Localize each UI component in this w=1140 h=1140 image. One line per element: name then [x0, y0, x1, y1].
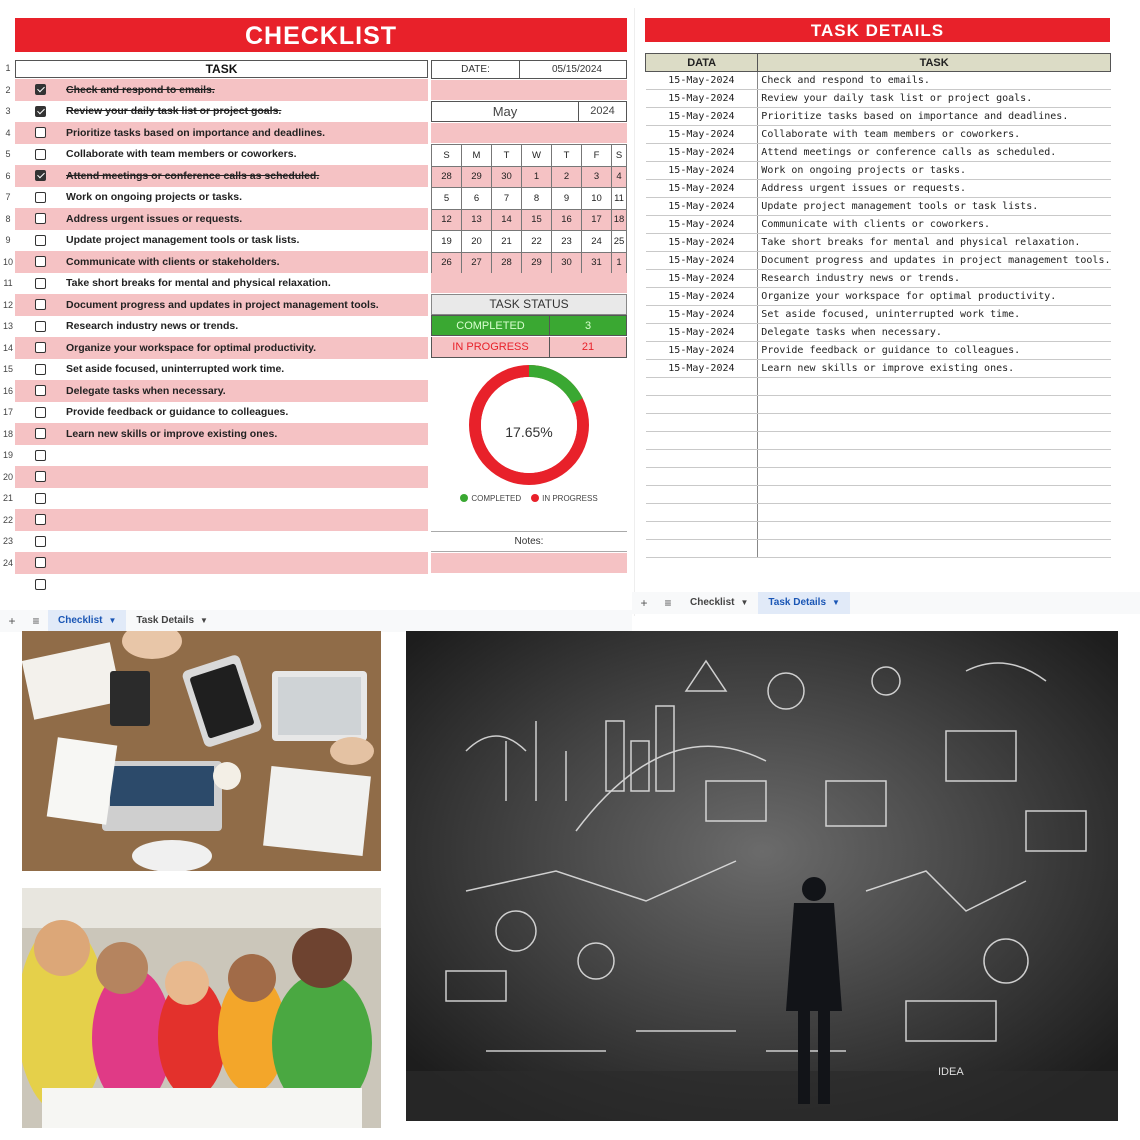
task-cell[interactable]: Research industry news or trends. [758, 270, 1111, 288]
checklist-title: CHECKLIST [15, 18, 627, 52]
all-sheets-menu-icon[interactable]: ≡ [32, 614, 40, 628]
task-cell[interactable]: Learn new skills or improve existing ones. [758, 360, 1111, 378]
row-number[interactable]: 4 [5, 127, 11, 138]
row-number[interactable]: 22 [2, 514, 13, 525]
weekday-label: S [432, 145, 462, 167]
photo-chalkboard-businessman [406, 631, 1118, 1121]
task-details-title: TASK DETAILS [645, 18, 1110, 42]
weekday-label: M [462, 145, 492, 167]
calendar-day[interactable]: 30 [552, 252, 582, 274]
calendar-day[interactable]: 17 [582, 209, 612, 231]
table-row [646, 126, 1111, 144]
date-label: DATE: [432, 61, 520, 78]
calendar-week-row [432, 188, 627, 210]
add-sheet-icon[interactable]: + [640, 596, 648, 610]
task-text[interactable]: Take short breaks for mental and physical relaxation. [66, 277, 331, 290]
table-row [646, 306, 1111, 324]
all-sheets-menu-icon[interactable]: ≡ [664, 596, 672, 610]
completed-count: 3 [584, 320, 592, 332]
calendar-day[interactable]: 11 [612, 188, 627, 210]
unchecked-checkbox[interactable] [35, 149, 46, 160]
calendar-day[interactable]: 19 [432, 231, 462, 253]
row-number[interactable]: 10 [2, 256, 13, 267]
row-number[interactable]: 17 [2, 407, 13, 417]
task-row [15, 79, 428, 101]
task-cell[interactable]: Review your daily task list or project goals. [758, 90, 1111, 108]
calendar-day[interactable]: 25 [612, 231, 627, 253]
task-text[interactable]: Learn new skills or improve existing ones. [66, 427, 278, 440]
table-row [646, 504, 1111, 522]
red-dot-icon [531, 494, 539, 502]
calendar-day[interactable]: 12 [432, 209, 462, 231]
task-cell[interactable]: Document progress and updates in project management tools. [758, 252, 1111, 270]
tab-caret-icon: ▼ [108, 616, 117, 625]
calendar-day[interactable]: 1 [522, 166, 552, 188]
task-text[interactable]: Document progress and updates in project management tools. [66, 298, 379, 311]
task-text[interactable]: Prioritize tasks based on importance and deadlines. [66, 126, 326, 139]
row-number[interactable]: 20 [2, 471, 13, 482]
calendar-day[interactable]: 22 [522, 231, 552, 253]
calendar-day[interactable]: 31 [582, 252, 612, 274]
chart-legend [431, 494, 627, 503]
table-row [646, 90, 1111, 108]
task-cell[interactable] [758, 504, 1111, 522]
tab-checklist[interactable]: Checklist ▼ [690, 597, 749, 608]
notes-label: Notes: [431, 531, 627, 552]
task-text[interactable]: Delegate tasks when necessary. [66, 384, 226, 397]
weekday-label: F [582, 145, 612, 167]
date-cell[interactable]: 15-May-2024 [646, 90, 758, 108]
unchecked-checkbox[interactable] [35, 278, 46, 289]
row-number[interactable]: 6 [5, 170, 11, 181]
table-row [646, 396, 1111, 414]
month-value[interactable]: May [432, 102, 579, 121]
date-cell[interactable]: 15-May-2024 [646, 234, 758, 252]
date-cell[interactable] [646, 396, 758, 414]
task-row [15, 488, 428, 510]
task-details-table [645, 53, 1111, 558]
year-value[interactable]: 2024 [590, 105, 615, 117]
date-cell[interactable]: 15-May-2024 [646, 252, 758, 270]
row-number[interactable]: 19 [2, 450, 13, 460]
unchecked-checkbox[interactable] [35, 385, 46, 396]
date-cell[interactable]: 15-May-2024 [646, 162, 758, 180]
task-row [15, 316, 428, 338]
task-row [15, 402, 428, 424]
row-number[interactable]: 13 [2, 321, 13, 331]
row-number[interactable]: 16 [2, 385, 13, 396]
task-text[interactable]: Address urgent issues or requests. [66, 212, 243, 225]
row-number[interactable]: 1 [5, 63, 11, 73]
row-number[interactable]: 15 [2, 364, 13, 374]
date-cell[interactable]: 15-May-2024 [646, 144, 758, 162]
table-row [646, 216, 1111, 234]
weekday-label: T [552, 145, 582, 167]
date-cell[interactable]: 15-May-2024 [646, 198, 758, 216]
row-number[interactable]: 14 [2, 342, 13, 353]
calendar-today[interactable]: 15 [522, 209, 552, 231]
task-cell[interactable]: Take short breaks for mental and physical relaxation. [758, 234, 1111, 252]
row-number[interactable]: 3 [5, 106, 11, 116]
photo-team-desk [22, 631, 381, 871]
task-row [15, 423, 428, 445]
date-value[interactable]: 05/15/2024 [551, 64, 602, 75]
calendar-day[interactable]: 20 [462, 231, 492, 253]
task-cell[interactable]: Collaborate with team members or coworkers. [758, 126, 1111, 144]
date-cell[interactable]: 15-May-2024 [646, 126, 758, 144]
tab-caret-icon: ▼ [832, 598, 840, 607]
task-text[interactable]: Collaborate with team members or coworkers. [66, 148, 297, 161]
row-number[interactable]: 18 [2, 428, 13, 439]
calendar-day[interactable]: 28 [492, 252, 522, 274]
task-status-title: TASK STATUS [431, 294, 627, 315]
column-header-data[interactable]: DATA [646, 54, 758, 72]
task-cell[interactable] [758, 486, 1111, 504]
weekday-label: T [492, 145, 522, 167]
legend-in-progress: IN PROGRESS [531, 494, 598, 503]
table-row [646, 414, 1111, 432]
table-row [646, 432, 1111, 450]
date-cell[interactable]: 15-May-2024 [646, 288, 758, 306]
table-row [646, 270, 1111, 288]
calendar-day[interactable]: 9 [552, 188, 582, 210]
checklist-sheet-tabs [0, 610, 632, 632]
task-text[interactable]: Communicate with clients or stakeholders. [66, 255, 280, 268]
task-cell[interactable]: Attend meetings or conference calls as scheduled. [758, 144, 1111, 162]
table-row [646, 144, 1111, 162]
calendar-day[interactable]: 29 [462, 166, 492, 188]
table-row [646, 288, 1111, 306]
task-cell[interactable]: Check and respond to emails. [758, 72, 1111, 90]
calendar-day[interactable]: 8 [522, 188, 552, 210]
task-cell[interactable] [758, 468, 1111, 486]
unchecked-checkbox[interactable] [35, 364, 46, 375]
task-cell[interactable]: Provide feedback or guidance to colleagues. [758, 342, 1111, 360]
completion-percent: 17.65% [505, 424, 553, 440]
task-cell[interactable] [758, 378, 1111, 396]
task-row [15, 337, 428, 359]
unchecked-checkbox[interactable] [35, 450, 46, 461]
unchecked-checkbox[interactable] [35, 493, 46, 504]
mini-calendar [431, 144, 627, 274]
calendar-day[interactable]: 24 [582, 231, 612, 253]
row-number[interactable]: 5 [5, 149, 11, 159]
task-cell[interactable]: Update project management tools or task lists. [758, 198, 1111, 216]
task-row [15, 144, 428, 166]
date-cell[interactable] [646, 504, 758, 522]
calendar-day[interactable]: 21 [492, 231, 522, 253]
in-progress-row [431, 337, 627, 358]
task-text[interactable]: Work on ongoing projects or tasks. [66, 191, 242, 204]
calendar-day[interactable]: 5 [432, 188, 462, 210]
row-number[interactable]: 11 [3, 278, 13, 288]
calendar-week-row [432, 231, 627, 253]
unchecked-checkbox[interactable] [35, 213, 46, 224]
in-progress-count: 21 [581, 341, 595, 353]
unchecked-checkbox[interactable] [35, 471, 46, 482]
task-row [15, 294, 428, 316]
unchecked-checkbox[interactable] [35, 579, 46, 590]
unchecked-checkbox[interactable] [35, 407, 46, 418]
table-row [646, 252, 1111, 270]
spacer-row [431, 123, 627, 143]
row-number[interactable]: 7 [5, 192, 11, 202]
unchecked-checkbox[interactable] [35, 299, 46, 310]
date-cell[interactable]: 15-May-2024 [646, 324, 758, 342]
row-number[interactable]: 24 [2, 557, 13, 568]
task-text[interactable]: Attend meetings or conference calls as scheduled. [66, 169, 320, 182]
row-number[interactable]: 8 [5, 213, 11, 224]
table-row [646, 360, 1111, 378]
calendar-day[interactable]: 28 [432, 166, 462, 188]
spacer-row [431, 509, 627, 529]
table-row [646, 450, 1111, 468]
row-number[interactable]: 2 [5, 84, 11, 95]
spacer-row [431, 80, 627, 100]
task-text[interactable]: Check and respond to emails. [66, 83, 215, 96]
task-text[interactable]: Update project management tools or task lists. [66, 234, 300, 247]
calendar-day[interactable]: 7 [492, 188, 522, 210]
calendar-day[interactable]: 13 [462, 209, 492, 231]
unchecked-checkbox[interactable] [35, 192, 46, 203]
calendar-day[interactable]: 16 [552, 209, 582, 231]
task-column-header: TASK [15, 60, 428, 78]
task-row [15, 466, 428, 488]
task-row [15, 359, 428, 381]
row-number[interactable]: 12 [2, 299, 13, 310]
calendar-day[interactable]: 18 [612, 209, 627, 231]
task-row [15, 208, 428, 230]
task-text[interactable]: Review your daily task list or project goals. [66, 105, 282, 118]
table-row [646, 162, 1111, 180]
unchecked-checkbox[interactable] [35, 557, 46, 568]
calendar-day[interactable]: 23 [552, 231, 582, 253]
date-cell[interactable] [646, 522, 758, 540]
row-number[interactable]: 9 [5, 235, 11, 245]
unchecked-checkbox[interactable] [35, 514, 46, 525]
task-cell[interactable]: Set aside focused, uninterrupted work time. [758, 306, 1111, 324]
unchecked-checkbox[interactable] [35, 127, 46, 138]
calendar-day[interactable]: 4 [612, 166, 627, 188]
row-number[interactable]: 23 [2, 536, 13, 546]
tab-caret-icon: ▼ [200, 616, 208, 625]
task-row [15, 509, 428, 531]
task-row [15, 531, 428, 553]
task-row [15, 445, 428, 467]
table-row [646, 198, 1111, 216]
date-cell[interactable] [646, 540, 758, 558]
unchecked-checkbox[interactable] [35, 235, 46, 246]
task-row [15, 165, 428, 187]
calendar-day[interactable]: 2 [552, 166, 582, 188]
task-text[interactable]: Set aside focused, uninterrupted work time. [66, 363, 285, 376]
task-cell[interactable] [758, 432, 1111, 450]
task-row [15, 187, 428, 209]
spacer-row [431, 273, 627, 293]
task-row [15, 552, 428, 574]
date-cell[interactable]: 15-May-2024 [646, 72, 758, 90]
calendar-week-row [432, 209, 627, 231]
photo-students-group [22, 888, 381, 1128]
legend-completed: COMPLETED [460, 494, 521, 503]
date-cell[interactable]: 15-May-2024 [646, 216, 758, 234]
date-cell[interactable]: 15-May-2024 [646, 306, 758, 324]
unchecked-checkbox[interactable] [35, 321, 46, 332]
task-cell[interactable]: Delegate tasks when necessary. [758, 324, 1111, 342]
date-cell[interactable] [646, 378, 758, 396]
date-cell[interactable] [646, 414, 758, 432]
table-row [646, 468, 1111, 486]
calendar-weekday-row [432, 145, 627, 167]
table-row [646, 108, 1111, 126]
task-row [15, 101, 428, 123]
table-row [646, 342, 1111, 360]
add-sheet-icon[interactable]: + [8, 614, 16, 628]
task-cell[interactable] [758, 540, 1111, 558]
checked-checkbox[interactable] [35, 170, 46, 181]
date-cell[interactable]: 15-May-2024 [646, 180, 758, 198]
calendar-week-row [432, 252, 627, 274]
weekday-label: S [612, 145, 627, 167]
weekday-label: W [522, 145, 552, 167]
task-row [15, 380, 428, 402]
calendar-day[interactable]: 3 [582, 166, 612, 188]
task-cell[interactable]: Address urgent issues or requests. [758, 180, 1111, 198]
task-cell[interactable]: Organize your workspace for optimal productivity. [758, 288, 1111, 306]
date-cell[interactable] [646, 432, 758, 450]
task-text[interactable]: Research industry news or trends. [66, 320, 239, 333]
date-cell[interactable] [646, 450, 758, 468]
checked-checkbox[interactable] [35, 106, 46, 117]
task-row [15, 273, 428, 295]
task-details-sheet-tabs [632, 592, 1140, 614]
calendar-day[interactable]: 27 [462, 252, 492, 274]
task-list [15, 79, 428, 595]
task-row [15, 230, 428, 252]
task-cell[interactable]: Communicate with clients or coworkers. [758, 216, 1111, 234]
tab-task-details[interactable]: Task Details ▼ [136, 615, 208, 626]
task-cell[interactable] [758, 396, 1111, 414]
tab-caret-icon: ▼ [740, 598, 749, 607]
green-dot-icon [460, 494, 468, 502]
calendar-day[interactable]: 30 [492, 166, 522, 188]
date-cell[interactable]: 15-May-2024 [646, 342, 758, 360]
completed-row [431, 315, 627, 336]
task-cell[interactable] [758, 414, 1111, 432]
task-cell[interactable] [758, 450, 1111, 468]
task-row [15, 251, 428, 273]
row-number[interactable]: 21 [2, 493, 13, 503]
month-year-box [431, 101, 627, 122]
unchecked-checkbox[interactable] [35, 256, 46, 267]
row-number-gutter [0, 58, 16, 574]
unchecked-checkbox[interactable] [35, 536, 46, 547]
notes-field[interactable] [431, 553, 627, 573]
calendar-day[interactable]: 6 [462, 188, 492, 210]
checked-checkbox[interactable] [35, 84, 46, 95]
completed-label: COMPLETED [432, 316, 550, 335]
tab-task-details[interactable]: Task Details ▼ [758, 592, 850, 614]
task-cell[interactable] [758, 522, 1111, 540]
calendar-day[interactable]: 1 [612, 252, 627, 274]
calendar-day[interactable]: 10 [582, 188, 612, 210]
calendar-day[interactable]: 29 [522, 252, 552, 274]
table-row [646, 522, 1111, 540]
task-row [15, 574, 428, 596]
task-cell[interactable]: Prioritize tasks based on importance and deadlines. [758, 108, 1111, 126]
task-cell[interactable]: Work on ongoing projects or tasks. [758, 162, 1111, 180]
calendar-week-row [432, 166, 627, 188]
date-cell[interactable]: 15-May-2024 [646, 360, 758, 378]
date-cell[interactable] [646, 486, 758, 504]
date-box [431, 60, 627, 79]
date-cell[interactable] [646, 468, 758, 486]
task-row [15, 122, 428, 144]
unchecked-checkbox[interactable] [35, 342, 46, 353]
task-text[interactable]: Provide feedback or guidance to colleagues. [66, 406, 289, 419]
task-text[interactable]: Organize your workspace for optimal productivity. [66, 341, 317, 354]
unchecked-checkbox[interactable] [35, 428, 46, 439]
table-row [646, 234, 1111, 252]
tab-checklist[interactable]: Checklist ▼ [48, 610, 126, 632]
table-row [646, 180, 1111, 198]
board-word-idea: IDEA [938, 1066, 964, 1078]
table-row [646, 486, 1111, 504]
table-row [646, 540, 1111, 558]
in-progress-label: IN PROGRESS [432, 337, 550, 357]
date-cell[interactable]: 15-May-2024 [646, 270, 758, 288]
table-row [646, 324, 1111, 342]
calendar-day[interactable]: 14 [492, 209, 522, 231]
date-cell[interactable]: 15-May-2024 [646, 108, 758, 126]
table-row [646, 378, 1111, 396]
calendar-day[interactable]: 26 [432, 252, 462, 274]
table-row [646, 72, 1111, 90]
column-header-task[interactable]: TASK [758, 54, 1111, 72]
